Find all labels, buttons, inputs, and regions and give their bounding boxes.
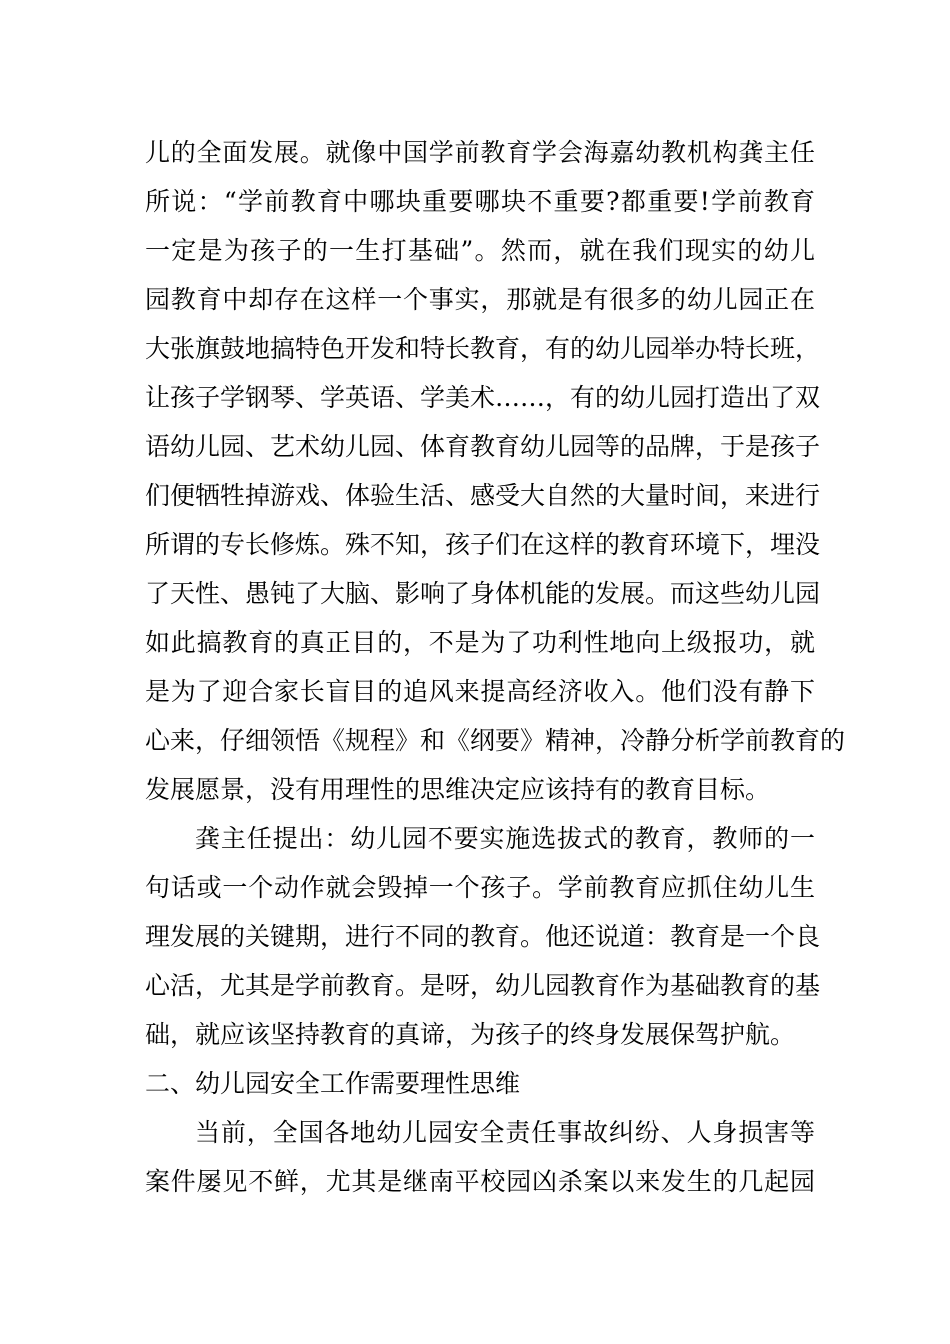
text-line: 所说：“学前教育中哪块重要哪块不重要?都重要!学前教育 xyxy=(145,187,815,216)
text-line: 大张旗鼓地搞特色开发和特长教育，有的幼儿园举办特长班， xyxy=(145,334,821,363)
text-line: 心来，仔细领悟《规程》和《纲要》精神，冷静分析学前教育的 xyxy=(145,726,846,755)
text-line: 案件屡见不鲜，尤其是继南平校园凶杀案以来发生的几起园 xyxy=(145,1167,815,1196)
text-line: 句话或一个动作就会毁掉一个孩子。学前教育应抓住幼儿生 xyxy=(145,873,815,902)
text-line: 语幼儿园、艺术幼儿园、体育教育幼儿园等的品牌，于是孩子 xyxy=(145,432,821,461)
text-line: 础，就应该坚持教育的真谛，为孩子的终身发展保驾护航。 xyxy=(145,1020,796,1049)
text-line: 龚主任提出：幼儿园不要实施选拔式的教育，教师的一 xyxy=(195,824,815,853)
text-line: 园教育中却存在这样一个事实，那就是有很多的幼儿园正在 xyxy=(145,285,815,314)
text-line: 让孩子学钢琴、学英语、学美术……，有的幼儿园打造出了双 xyxy=(145,383,821,412)
text-line: 了天性、愚钝了大脑、影响了身体机能的发展。而这些幼儿园 xyxy=(145,579,821,608)
text-line: 发展愿景，没有用理性的思维决定应该持有的教育目标。 xyxy=(145,775,771,804)
text-line: 理发展的关键期，进行不同的教育。他还说道：教育是一个良 xyxy=(145,922,821,951)
text-line: 一定是为孩子的一生打基础”。然而，就在我们现实的幼儿 xyxy=(145,236,815,265)
text-line: 如此搞教育的真正目的，不是为了功利性地向上级报功，就 xyxy=(145,628,815,657)
text-line: 是为了迎合家长盲目的追风来提高经济收入。他们没有静下 xyxy=(145,677,815,706)
body-text xyxy=(145,128,846,1206)
text-line: 当前，全国各地幼儿园安全责任事故纠纷、人身损害等 xyxy=(195,1118,815,1147)
text-line: 所谓的专长修炼。殊不知，孩子们在这样的教育环境下，埋没 xyxy=(145,530,821,559)
text-line: 儿的全面发展。就像中国学前教育学会海嘉幼教机构龚主任 xyxy=(145,138,815,167)
text-line: 们便牺牲掉游戏、体验生活、感受大自然的大量时间，来进行 xyxy=(145,481,821,510)
text-line: 二、幼儿园安全工作需要理性思维 xyxy=(145,1069,521,1098)
text-line: 心活，尤其是学前教育。是呀，幼儿园教育作为基础教育的基 xyxy=(145,971,821,1000)
